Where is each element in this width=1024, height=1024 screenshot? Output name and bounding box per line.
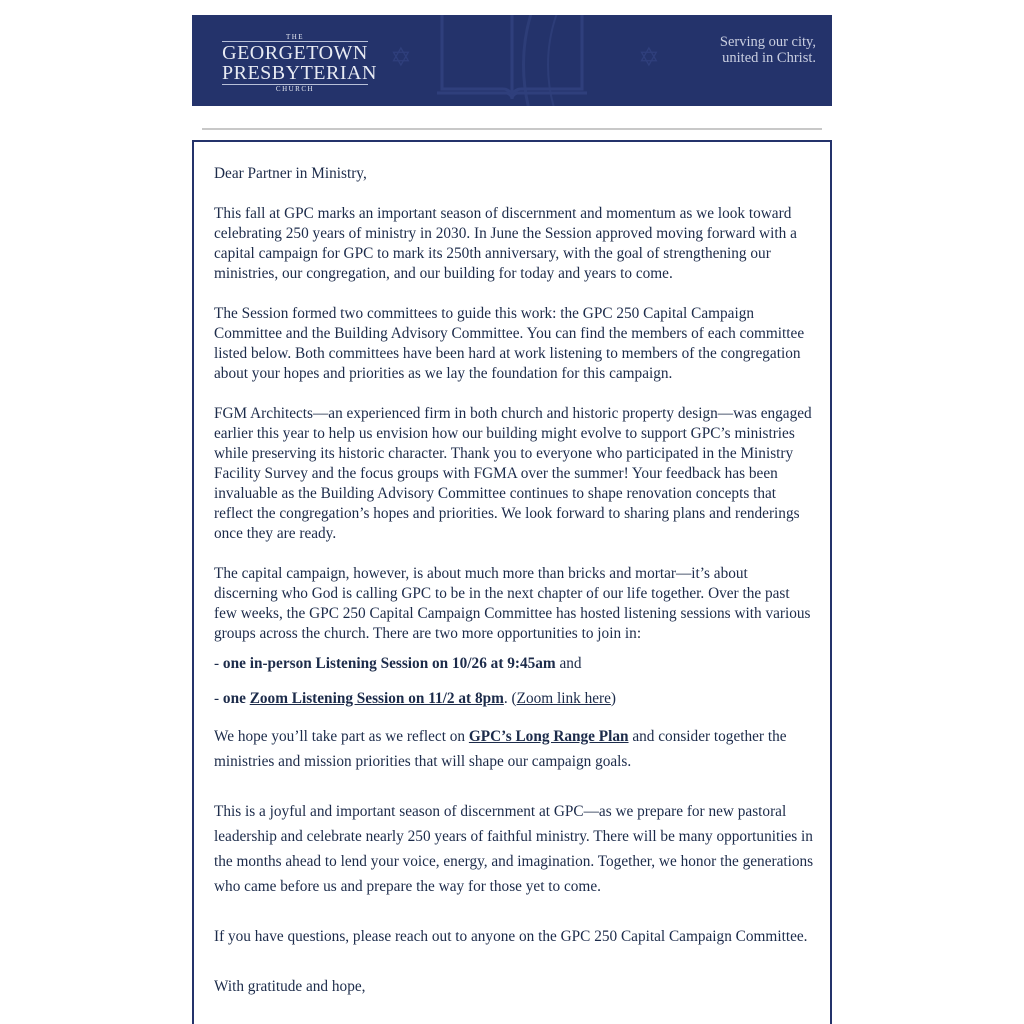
star-icon: ✡ — [638, 43, 660, 72]
tagline-line-2: united in Christ. — [722, 49, 816, 66]
zoom-session-link[interactable]: Zoom Listening Session on 11/2 at 8pm — [249, 690, 504, 707]
paragraph-long-range-plan — [214, 724, 814, 774]
paragraph-committees: The Session formed two committees to guide this work: the GPC 250 Capital Campaign Committee and the Building Advisory Committee. You can find the members of each committee listed below. Both committees have been hard at work listening to members of the congregation about your hopes and priorities as we lay the foundation for this campaign. — [214, 305, 805, 382]
letter-container — [192, 140, 832, 1024]
bullet-prefix: - — [214, 690, 223, 707]
listening-session-zoom — [214, 689, 814, 709]
long-range-before: We hope you’ll take part as we reflect on — [214, 728, 469, 745]
header-tagline — [720, 35, 816, 66]
in-person-session-text: one in-person Listening Session on 10/26 at 9:45am — [222, 655, 556, 672]
paragraph-joyful-season: This is a joyful and important season of discernment at GPC—as we prepare for new pastoral leadership and celebrate nearly 250 years of faithful ministry. There will be many opportunities in the months ahead to lend your voice, energy, and imagination. Together, we honor the generations who came before us and prepare the way for those yet to come. — [214, 803, 814, 895]
open-book-icon — [437, 15, 587, 100]
bullet-suffix: and — [555, 655, 582, 672]
logo-the: THE — [285, 33, 305, 41]
bullet-prefix: - — [214, 655, 223, 672]
paragraph-architects: FGM Architects—an experienced firm in both church and historic property design—was engaged earlier this year to help us envision how our building might evolve to support GPC’s ministries while preserving its historic character. Thank you to everyone who participated in the Ministry Facility Survey and the focus groups with FGMA over the summer! Your feedback has been invaluable as the Building Advisory Committee continues to shape renovation concepts that reflect the congregation’s hopes and priorities. We look forward to sharing plans and renderings once they are ready. — [214, 405, 812, 542]
paragraph-anniversary: This fall at GPC marks an important season of discernment and momentum as we look toward celebrating 250 years of ministry in 2030. In June the Session approved moving forward with a capital campaign for GPC to mark its 250th anniversary, with the goal of strengthening our ministries, our congregation, and our building for today and years to come. — [214, 205, 797, 282]
long-range-after: and consider together the ministries and mission priorities that will shape our campaign goals. — [214, 728, 787, 770]
salutation: Dear Partner in Ministry, — [214, 165, 367, 182]
paragraph-questions: If you have questions, please reach out to anyone on the GPC 250 Capital Campaign Committee. — [214, 928, 808, 945]
closing: With gratitude and hope, — [214, 978, 366, 995]
logo-presbyterian: PRESBYTERIAN — [222, 62, 377, 84]
paragraph-capital-campaign: The capital campaign, however, is about much more than bricks and mortar—it’s about discerning who God is calling GPC to be in the next chapter of our life together. Over the past few weeks, the GPC 250 Capital Campaign Committee has hosted listening sessions with various groups across the church. There are two more opportunities to join in: — [214, 565, 811, 642]
logo-georgetown: GEORGETOWN — [222, 42, 368, 64]
listening-session-in-person — [214, 654, 814, 674]
tagline-line-1: Serving our city, — [719, 34, 816, 50]
church-logo[interactable] — [222, 33, 377, 94]
star-icon: ✡ — [390, 43, 412, 72]
zoom-link-here[interactable]: Zoom link here — [516, 690, 611, 707]
email-header-banner — [192, 15, 832, 106]
zoom-suffix: ) — [610, 690, 617, 707]
divider — [202, 128, 822, 130]
letter-body — [214, 164, 814, 1024]
long-range-plan-link[interactable]: GPC’s Long Range Plan — [468, 728, 629, 745]
zoom-session-prefix: one — [222, 690, 250, 707]
logo-church: CHURCH — [275, 85, 315, 93]
zoom-middle: . ( — [503, 690, 517, 707]
